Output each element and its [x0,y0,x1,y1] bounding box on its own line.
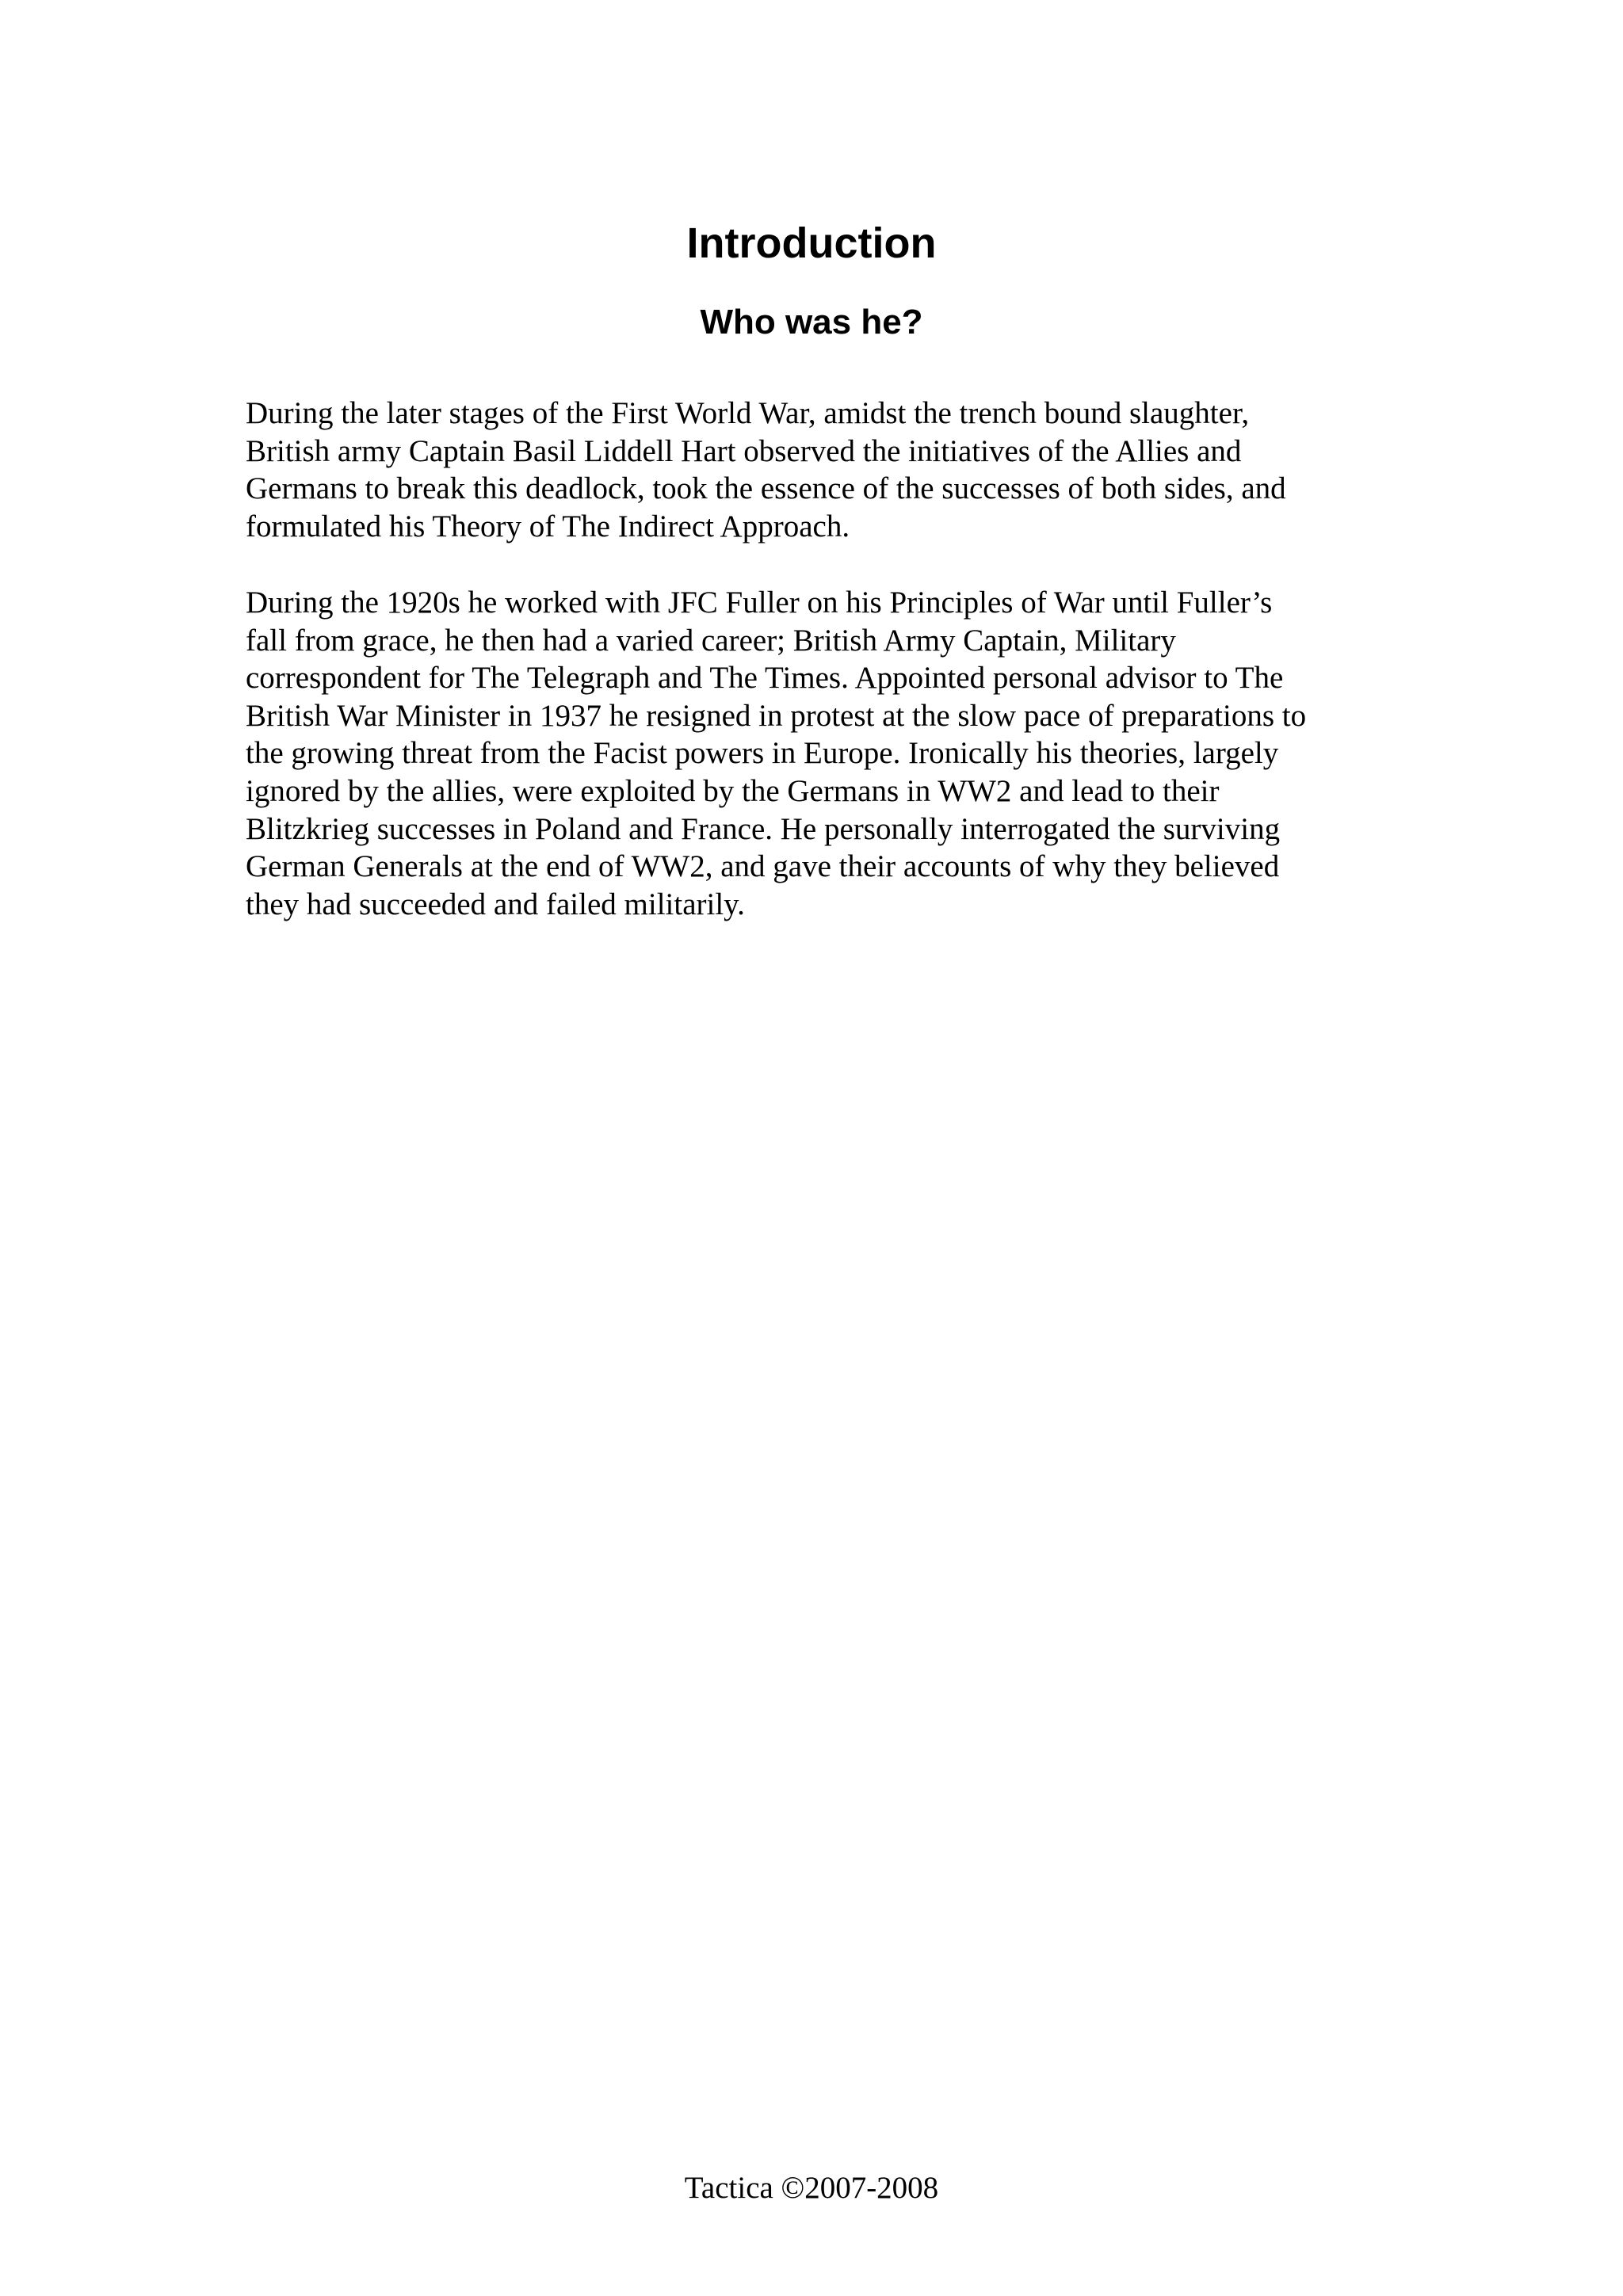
paragraph-line: Germans to break this deadlock, took the essence of the successes of both sides, and [246,471,1286,506]
paragraph-2 [246,584,1395,923]
page-title: Introduction [686,219,937,267]
paragraph-line: the growing threat from the Facist powers in Europe. Ironically his theories, largely [246,736,1279,771]
paragraph-line: British army Captain Basil Liddell Hart observed the initiatives of the Allies and [246,433,1242,468]
page-footer: Tactica ©2007-2008 [684,2171,939,2205]
paragraph-line: formulated his Theory of The Indirect Approach. [246,509,850,543]
paragraph-line: fall from grace, he then had a varied career; British Army Captain, Military [246,623,1176,658]
paragraph-line: German Generals at the end of WW2, and gave their accounts of why they believed [246,849,1280,884]
paragraph-line: During the later stages of the First World War, amidst the trench bound slaughter, [246,396,1250,430]
paragraph-line: correspondent for The Telegraph and The Times. Appointed personal advisor to The [246,661,1284,696]
paragraph-line: During the 1920s he worked with JFC Fuller on his Principles of War until Fuller’s [246,585,1273,620]
page-subtitle: Who was he? [700,303,923,341]
paragraph-line: British War Minister in 1937 he resigned in protest at the slow pace of preparations to [246,698,1307,733]
paragraph-line: Blitzkrieg successes in Poland and France. He personally interrogated the surviving [246,811,1281,846]
paragraph-line: ignored by the allies, were exploited by the Germans in WW2 and lead to their [246,773,1220,808]
paragraph-line: they had succeeded and failed militarily. [246,887,745,921]
paragraph-1 [246,395,1395,545]
